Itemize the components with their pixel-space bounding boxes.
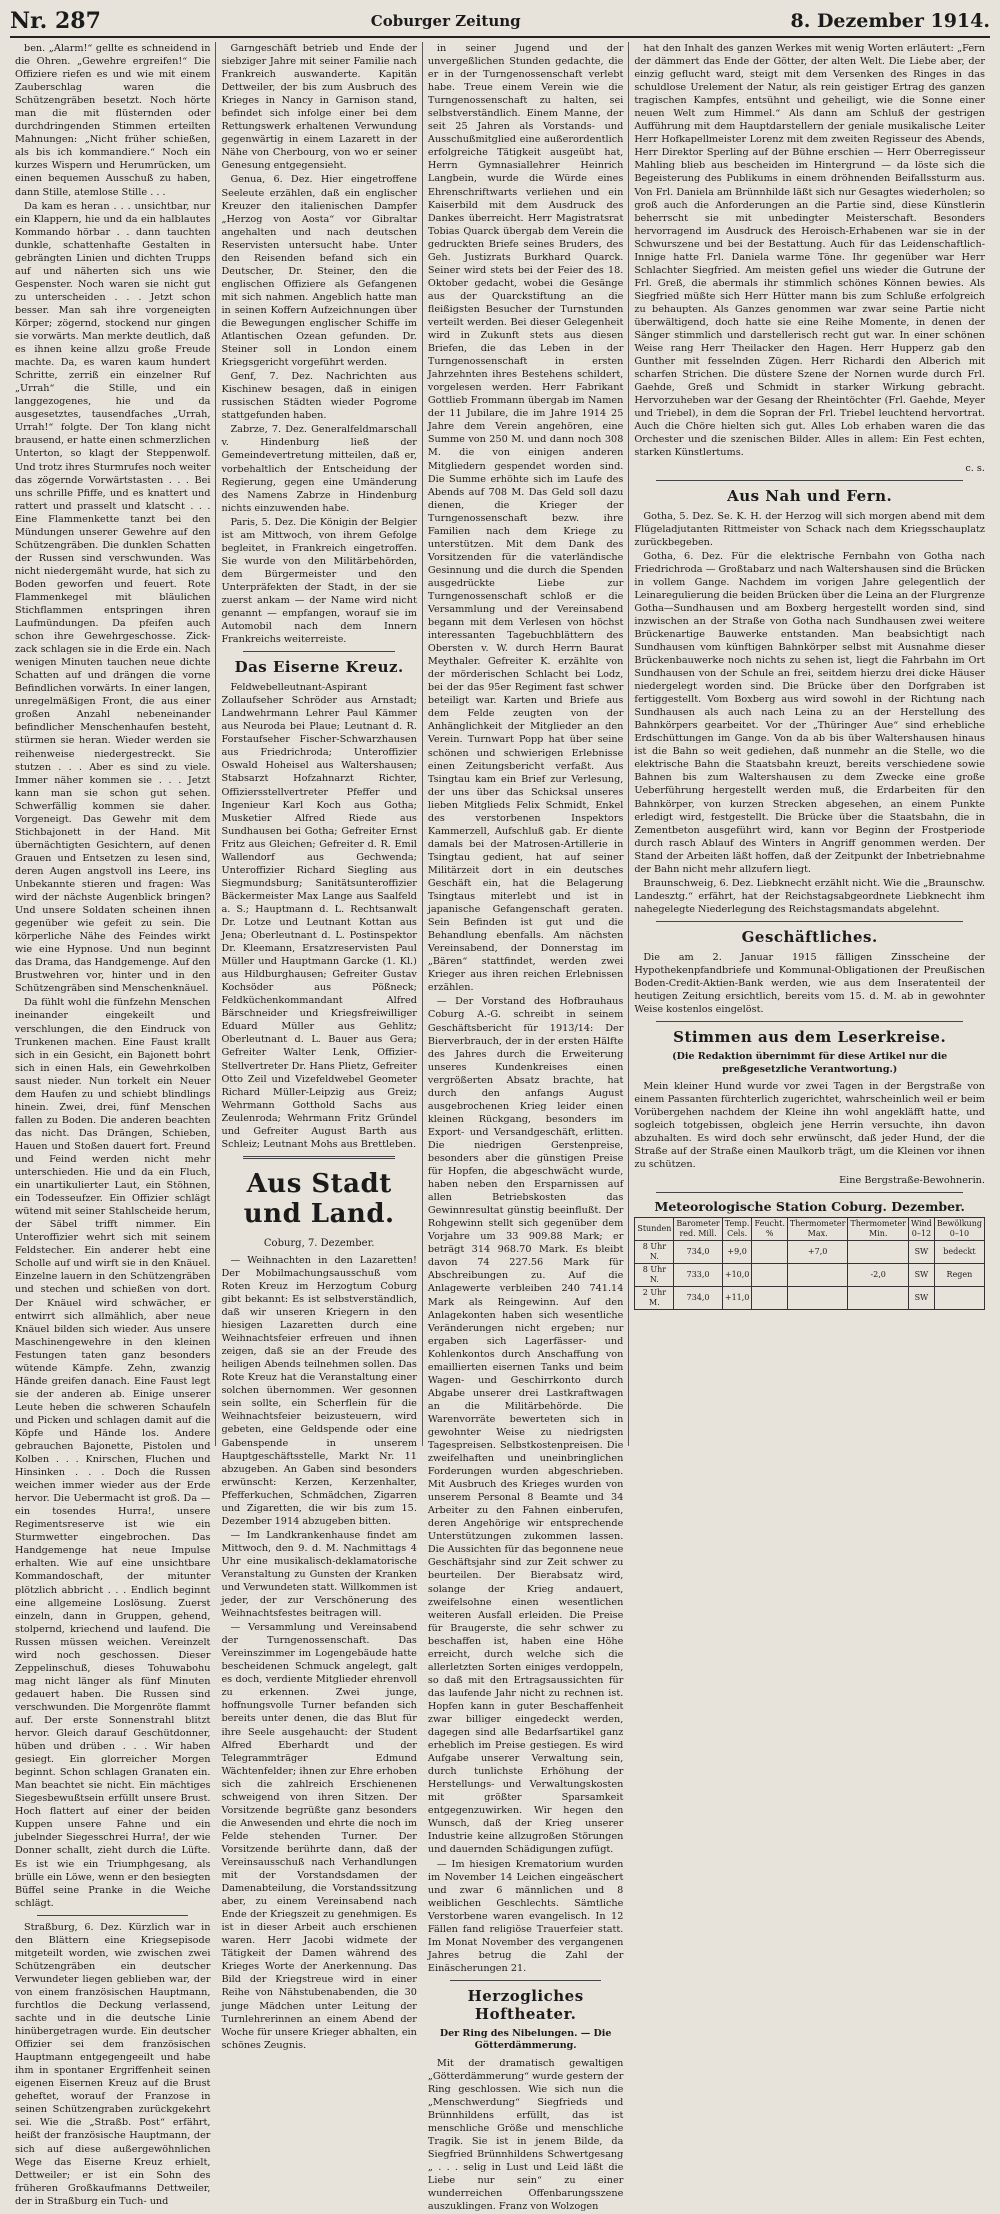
- issue-number: Nr. 287: [10, 8, 101, 34]
- column-1: [10, 42, 216, 2207]
- weather-cell: 734,0: [674, 1286, 722, 1309]
- section-heading-stadt-land: Aus Stadt und Land.: [243, 1168, 395, 1229]
- news-item-genua: Genua, 6. Dez. Hier eingetroffene Seeleute erzählen, daß ein englischer Kreuzer den italienischen Dampfer „Herzog von Aosta“ vor Gibraltar angehalten und nach deutschen Reservisten untersucht habe. Unter den Reisenden befand sich ein Deutscher, Dr. Steiner, den die englischen Offiziere als Gefangenen mit sich nahmen. Angeblich hatte man in seinen Koffern Aufzeichnungen über die Bewegungen englischer Schiffe im Atlantischen Ozean gefunden. Dr. Steiner soll in London einem Kriegsgericht vorgeführt werden.: [221, 174, 417, 369]
- divider: [656, 1021, 963, 1022]
- weather-header: Thermometer Max.: [787, 1217, 848, 1240]
- column-3: [423, 42, 629, 2213]
- weather-cell: 8 Uhr N.: [635, 1263, 674, 1286]
- weather-header: Stunden: [635, 1217, 674, 1240]
- section-heading-geschaeftliches: Geschäftliches.: [741, 927, 878, 946]
- reader-letter: Mein kleiner Hund wurde vor zwei Tagen in der Bergstraße von einem Passanten fürchterlich zugerichtet, wahrscheinlich weil er beim Vorübergehen nachdem der Kleine ihn wohl angekläfft hatte, und sogleich totgebissen, obgleich jene Herrin versuchte, ihn davon abzuhalten. Es wird doch sehr erwünscht, daß jeder Hund, der die Straße auf der Straße einen Maulkorb trägt, um die Kleinen vor ihnen zu schützen.: [634, 1081, 985, 1171]
- divider: [656, 921, 963, 922]
- reader-signature: Eine Bergstraße-Bewohnerin.: [839, 1174, 985, 1186]
- news-item-zabrze: Zabrze, 7. Dez. Generalfeldmarschall v. Hindenburg ließ der Gemeindevertretung mitteilen, daß er, vorbehaltlich der Entscheidung der Regierung, gegen eine Umänderung des Namens Zabrze in Hindenburg nichts einzuwenden habe.: [221, 424, 417, 514]
- weather-cell: 2 Uhr M.: [635, 1286, 674, 1309]
- theater-review: Mit der dramatisch gewaltigen „Götterdämmerung“ wurde gestern der Ring geschlossen. Wie sich nun die „Menschwerdung“ Siegfrieds und Brünnhildens erfüllt, das ist menschliche Größe und menschliche Tragik. Sie ist in jenem Bilde, da Siegfried Brünnhildens Schwertgesang „ . . . selig in Lust und Leid läßt die Liebe nur sein“ zu einer wunderreichen Offenbarungsszene auszuklingen. Franz von Wolzogen: [427, 2057, 624, 2213]
- article-paragraph: Da fühlt wohl die fünfzehn Menschen ineinander eingekeilt und verschlungen, die den Eindruck von Trunkenen machen. Eine Faust krallt sich in ein Gesicht, ein Bajonett bohrt sich in einen Hals, ein Gewehrkolben saust nieder. Nun torkelt ein Neuer dem Haufen zu und schiebt blindlings hinein. Zwei, drei, fünf Menschen fallen zu Boden. Die anderen beachten das nicht. Das Drängen, Schieben, Hauen und Stoßen dauert fort. Freund und Feind werden nicht mehr unterschieden. Hie und da ein Fluch, ein unartikulierter Laut, ein Stöhnen, ein Todesseufzer. Ein Offizier schlägt wütend mit seiner Stahlscheide herum, der Säbel trifft nimmer. Ein Unteroffizier wehrt sich mit seinem Feldstecher. Ein anderer hebt eine Scholle auf und wirft sie in den Knäuel. Einzelne lauern in den Schützengräben und stechen und schießen von dort. Der Knäuel wird schwächer, er entwirrt sich allmählich, aber neue Knäuel bilden sich wieder. Aus unsere Maschinengewehre in den kleinen Festungen taten ganz besonders wütende Kämpfe. Zehn, zwanzig Hände greifen danach. Eine Faust legt sie der anderen ab. Einige unserer Leute heben die schweren Schaufeln und Picken und schlagen damit auf die Köpfe und Hände los. Andere gebrauchen Bajonette, Pistolen und Kolben . . . Knirschen, Fluchen und Hinsinken . . . Doch die Russen weichen immer wieder aus der Erde hervor. Die Uebermacht ist groß. Da — ein tosendes Hurra!, unsere Regimentsreserve ist wie ein Sturmwetter eingebrochen. Das Handgemenge hat neue Impulse erhalten. Wie auf eine unsichtbare Kommandoschaft, der mitunter plötzlich abbricht . . . Endlich beginnt eine allgemeine Loslösung. Zuerst einzeln, dann in Gruppen, gehend, stolpernd, kriechend und laufend. Die Russen müssen weichen. Vereinzelt wird noch geschossen. Dieser Zeppelinschuß, dieses Tohuwabohu mag nicht länger als fünf Minuten gedauert haben. Die Russen sind verschwunden. Die Morgenröte flammt auf. Der erste Sonnenstrahl blitzt hervor. Gleich darauf Geschütdonner, hüben und drüben . . . Wir haben gesiegt. Ein glorreicher Morgen beginnt. Schon schlagen Granaten ein. Man beachtet sie nicht. Ein mächtiges Siegesbewußtsein erfüllt unsere Brust. Hoch flattert auf einer der beiden Kuppen unsere Fahne und ein jubelnder Siegesschrei Hurra!, der wie Donner schallt, zieht durch die Lüfte. Es ist wie ein Triumphgesang, als brülle ein Löwe, wenn er den besiegten Büffel seine Pranke in die Weiche schlägt.: [15, 997, 211, 1909]
- weather-cell: [934, 1286, 984, 1309]
- weather-cell: -2,0: [848, 1263, 909, 1286]
- weather-header: Temp. Cels.: [722, 1217, 752, 1240]
- table-row: [635, 1286, 985, 1309]
- weather-header: Thermometer Min.: [848, 1217, 909, 1240]
- news-item-genf: Genf, 7. Dez. Nachrichten aus Kischinew besagen, daß in einigen russischen Städten wieder Pogrome stattgefunden haben.: [221, 371, 417, 422]
- newspaper-title: Coburger Zeitung: [370, 12, 521, 30]
- divider: [656, 1192, 963, 1193]
- divider: [243, 651, 394, 652]
- weather-cell: [848, 1286, 909, 1309]
- article-paragraph: ben. „Alarm!“ gellte es schneidend in die Ohren. „Gewehre ergreifen!“ Die Offiziere riefen es und wie mit einem Zauberschlag waren die Schützengräben besetzt. Noch hörte man die mit flüsternden oder durchdringenden Stimmen erteilten Mahnungen: „Nicht früher schießen, als bis ich kommandiere.“ Noch ein kurzes Wispern und Herumrücken, um einen bequemen Ausschuß zu haben, dann Stille, atemlose Stille . . .: [15, 43, 211, 198]
- section-heading-eiserne-kreuz: Das Eiserne Kreuz.: [234, 658, 404, 677]
- theater-subheading: Der Ring des Nibelungen. — Die Götterdämmerung.: [439, 2027, 612, 2052]
- table-row: [635, 1240, 985, 1263]
- weather-cell: +11,0: [722, 1286, 752, 1309]
- local-news-item-krematorium: — Im hiesigen Krematorium wurden im November 14 Leichen eingeäschert und zwar 6 männlichen und 8 weiblichen Geschlechts. Sämtliche Verstorbene waren evangelisch. In 12 Fällen fand religiöse Trauerfeier statt. Im Monat November des vergangenen Jahres betrug die Zahl der Einäscherungen 21.: [427, 1858, 624, 1974]
- weather-header: Bewölkung 0–10: [934, 1217, 984, 1240]
- local-news-item: in seiner Jugend und der unvergeßlichen Stunden gedachte, die er in der Turngenossenschaft verlebt habe. Treue einem Verein wie die Turngenossenschaft zu halten, sei selbstverständlich. Einem Manne, der seit 25 Jahren als Vorstands- und Ausschußmitglied eine außerordentlich erfolgreiche Tätigkeit ausgeübt hat, Herrn Gymnasiallehrer Heinrich Langbein, wurde die Würde eines Ehrenschriftwarts verliehen und ein Kaiserbild mit dem Ausdruck des Dankes überreicht. Herr Magistratsrat Tobias Quarck übergab dem Verein die gedruckten Briefe seines Bruders, des Geh. Justizrats Burkhard Quarck. Seiner wird stets bei der Feier des 18. Oktober gedacht, wobei die Gesänge aus der Quarckstiftung an die fleißigsten Besucher der Turnstunden verteilt werden. Bei dieser Gelegenheit wird in Zukunft stets aus diesen Briefen, die das Leben in der Turngenossenschaft in ersten Jahrzehnten ihres Bestehens schildert, vorgelesen werden. Herr Fabrikant Gottlieb Frommann übergab im Namen der 11 Jubilare, die im Jahre 1914 25 Jahre dem Verein angehören, eine Summe von 250 M. und dann noch 308 M. die von einigen anderen Mitgliedern gespendet worden sind. Die Summe erhöhte sich im Laufe des Abends auf 708 M. Das Geld soll dazu dienen, die Krieger der Turngenossenschaft bezw. ihre Familien nach dem Kriege zu unterstützen. Mit dem Dank des Vorsitzenden für die vaterländische Gesinnung und die durch die Spenden ausgedrückte Liebe zur Turngenossenschaft schloß er die Versammlung und der Vereinsabend begann mit dem Verlesen von höchst interessanten Tagebuchblättern des Obersten v. W. durch Herrn Baurat Meythaler. Gefreiter K. erzählte von der mörderischen Schlacht bei Lodz, bei der das 95er Regiment fast schwer beteiligt war. Karten und Briefe aus dem Felde zeugten von der Anhänglichkeit der Mitglieder an den Verein. Turnwart Popp hat über seine schönen und schwierigen Erlebnisse einen Zeitungsbericht verfaßt. Aus Tsingtau kam ein Brief zur Verlesung, der uns über das Schicksal unseres lieben Mitglieds Felix Schmidt, Enkel des verstorbenen Inspektors Kammerzell, Aufschluß gab. Er diente damals bei der Matrosen-Artillerie in Tsingtau gedient, hat auf seiner Militärzeit dort in ein deutsches Geschäft ein, hat die Belagerung Tsingtaus miterlebt und ist in japanische Gefangenschaft geraten. Sein Befinden ist gut und die Behandlung ebenfalls. Am nächsten Vereinsabend, der Donnerstag im „Bären“ stattfindet, werden zwei Krieger aus ihren reichen Erlebnissen erzählen.: [427, 43, 624, 994]
- divider: [243, 1156, 394, 1159]
- weather-cell: SW: [908, 1286, 934, 1309]
- weather-cell: +9,0: [722, 1240, 752, 1263]
- weather-cell: [787, 1286, 848, 1309]
- divider: [450, 1980, 601, 1981]
- weather-cell: [848, 1240, 909, 1263]
- weather-cell: 733,0: [674, 1263, 722, 1286]
- weather-cell: bedeckt: [934, 1240, 984, 1263]
- business-notice: Die am 2. Januar 1915 fälligen Zinsscheine der Hypothekenpfandbriefe und Kommunal-Obligationen der Preußischen Boden-Credit-Aktien-Bank werden, wie aus dem Inseratenteil der heutigen Zeitung ersichtlich, bereits vom 15. d. M. ab in gewohnter Weise kostenlos eingelöst.: [634, 951, 985, 1016]
- news-item-braunschweig: Braunschweig, 6. Dez. Liebknecht erzählt nicht. Wie die „Braunschw. Landesztg.“ erfährt, hat der Reichstagsabgeordnete Liebknecht ihm nahegelegte Niederlegung des Reichstagsmandats abgelehnt.: [634, 877, 985, 915]
- section-heading-nah-fern: Aus Nah und Fern.: [727, 486, 893, 505]
- news-item-paris: Paris, 5. Dez. Die Königin der Belgier ist am Mittwoch, von ihrem Gefolge begleitet, in Frankreich eingetroffen. Sie wurde von den Militärbehörden, dem Bürgermeister und den Unterpräfekten der Stadt, in der sie zuerst ankam — der Name wird nicht genannt — empfangen, worauf sie im Automobil nach dem Innern Frankreichs weiterreiste.: [221, 516, 417, 646]
- divider: [37, 1915, 188, 1916]
- masthead: [10, 6, 990, 38]
- local-news-item: — Im Landkrankenhause findet am Mittwoch, den 9. d. M. Nachmittags 4 Uhr eine musikalisch-deklamatorische Veranstaltung zu Gunsten der Kranken und Verwundeten statt. Willkommen ist jeder, der zur Verschönerung des Weihnachtsfestes beitragen will.: [221, 1529, 417, 1620]
- issue-date: 8. Dezember 1914.: [790, 10, 990, 32]
- weather-table: [634, 1217, 985, 1310]
- weather-cell: [752, 1263, 787, 1286]
- column-4: [629, 42, 990, 1446]
- weather-header: Feucht. %: [752, 1217, 787, 1240]
- weather-cell: +10,0: [722, 1263, 752, 1286]
- column-2: [216, 42, 422, 2051]
- table-row: [635, 1263, 985, 1286]
- news-item: Garngeschäft betrieb und Ende der siebziger Jahre mit seiner Familie nach Frankreich auswanderte. Kapitän Dettweiler, der bis zum Ausbruch des Krieges in Nancy in Garnison stand, befindet sich infolge einer bei dem Rettungswerk erhaltenen Verwundung gegenwärtig in einem Lazarett in der Nähe von Cherbourg, von wo er seiner Genesung entgegensieht.: [221, 43, 417, 172]
- news-item-strassburg: Straßburg, 6. Dez. Kürzlich war in den Blättern eine Kriegsepisode mitgeteilt worden, wie zwischen zwei Schützengräben ein deutscher Verwundeter liegen geblieben war, der von einem französischen Hauptmann, furchtlos die Deckung verlassend, sachte und in die deutsche Linie hinübergetragen wurde. Ein deutscher Offizier sei dem französischen Hauptmann entgegengeeilt und habe ihm in spontaner Ergriffenheit seinen eigenen Eisernen Kreuz auf die Brust geheftet, worauf der Franzose in seinen Schützengraben zurückgekehrt sei. Wie die „Straßb. Post“ erfährt, heißt der französische Hauptmann, der sich auf diese außergewöhnlichen Wege das Eiserne Kreuz erhielt, Dettweiler; er ist ein Sohn des früheren Großkaufmanns Dettweiler, der in Straßburg ein Tuch- und: [15, 1921, 211, 2207]
- editorial-disclaimer: (Die Redaktion übernimmt für diese Artikel nur die preßgesetzliche Verantwortung.): [672, 1051, 948, 1075]
- weather-header-row: [635, 1217, 985, 1240]
- weather-cell: 8 Uhr N.: [635, 1240, 674, 1263]
- weather-cell: SW: [908, 1240, 934, 1263]
- section-heading-leserkreise: Stimmen aus dem Leserkreise.: [673, 1028, 947, 1047]
- eiserne-kreuz-list: Feldwebelleutnant-Aspirant Zollaufseher Schröder aus Arnstadt; Landwehrmann Lehrer Paul Kämmer aus Neuroda bei Plaue; Leutnant d. R. Forstaufseher Fischer-Schwarzhausen aus Friedrichroda; Unteroffizier Oswald Hoheisel aus Waltershausen; Stabsarzt Hofzahnarzt Richter, Offiziersstellvertreter Pfeffer und Ingenieur Karl Koch aus Gotha; Musketier Alfred Riede aus Sundhausen bei Gotha; Gefreiter Ernst Fritz aus Gleichen; Gefreiter d. R. Emil Wallendorf aus Gechwenda; Unteroffizier Richard Siegling aus Siegmundsburg; Sanitätsunteroffizier Bäckermeister Max Lange aus Saalfeld a. S.; Hauptmann d. L. Rechtsanwalt Dr. Lotze und Leutnant Kottan aus Jena; Oberleutnant d. L. Postinspektor Dr. Kleemann, Ersatzreservisten Paul Müller und Hauptmann Garcke (1. Kl.) aus Hildburghausen; Gefreiter Gustav Kochsöder aus Pößneck; Feldküchenkommandant Alfred Bärschneider und Kriegsfreiwilliger Eduard Müller aus Gehlitz; Oberleutnant d. L. Bauer aus Gera; Gefreiter Walter Lenk, Offizier-Stellvertreter Dr. Hans Plietz, Gefreiter Otto Zeil und Vizefeldwebel Geometer Richard Müller-Leipzig aus Greiz; Wehrmann Gotthold Sachs aus Zeulenroda; Wehrmann Fritz Gründel und Gefreiter August Barth aus Schleiz; Leutnant Mohs aus Brettleben.: [221, 682, 417, 1150]
- weather-cell: [752, 1286, 787, 1309]
- local-news-item-hofbrauhaus: — Der Vorstand des Hofbrauhaus Coburg A.-G. schreibt in seinem Geschäftsbericht für 1913/14: Der Bierverbrauch, der in der ersten Hälfte des Jahres durch die Erweiterung unseres Kundenkreises einen vergrößerten Absatz brachte, hat durch den anfangs August ausgebrochenen Krieg leider einen kleinen Rückgang, besonders im Export- und Versandgeschäft, erlitten. Die niedrigen Gerstenpreise, besonders aber die günstigen Preise für Hopfen, die abgeschwächt wurde, haben neben den Ersparnissen auf allen Betriebskosten das Gewinnresultat günstig beeinflußt. Der Rohgewinn stellt sich gegenüber dem Vorjahre um 33 909.88 Mark; er beträgt 314 968.70 Mark. Es bleibt davon 74 227.56 Mark für Abschreibungen zu. Auf die Anlagewerte verbleiben 240 741.14 Mark als Reingewinn. Auf den Anlagekonten haben sich wesentliche Veränderungen nicht ergeben; nur ergaben sich Lagerfässer- und Kohlenkontos durch Anschaffung von emaillierten eisernen Tanks und beim Wagen- und Geschirrkonto durch Abgabe unserer drei Lastkraftwagen an die Militärbehörde. Die Warenvorräte bewerteten sich in gewohnter Weise zu niedrigsten Tagespreisen. Selbstkostenpreisen. Die zweifelhaften und uneinbringlichen Forderungen wurden abgeschrieben. Mit Ausbruch des Krieges wurden von unserem Personal 8 Beamte und 34 Arbeiter zu den Fahnen einberufen, deren Angehörige wir entsprechende Unterstützungen zukommen lassen. Die Aussichten für das begonnene neue Geschäftsjahr sind zur Zeit schwer zu beurteilen. Der Bierabsatz wird, solange der Krieg andauert, zweifelsohne einen wesentlichen weiteren Ausfall erleiden. Die Preise für Braugerste, die sehr schwer zu beschaffen ist, haben eine Höhe erreicht, durch welche sich die allerletzten Sorten einiges verdoppeln, so daß mit den Ertragsaussichten für das laufende Jahr nicht zu rechnen ist. Hopfen kann in guter Beschaffenheit zwar billiger eingedeckt werden, dagegen sind alle Bedarfsartikel ganz erheblich im Preise gestiegen. Es wird Aufgabe unserer Verwaltung sein, durch tunlichste Erhöhung der Herstellungs- und Verwaltungskosten mit größter Sparsamkeit entgegenzuwirken. Wir hegen den Wunsch, daß der Krieg unserer Industrie keine allzugroßen Störungen und dauernden Schädigungen zufügt.: [427, 996, 624, 1856]
- weather-cell: [787, 1263, 848, 1286]
- weather-header: Wind 0–12: [908, 1217, 934, 1240]
- weather-cell: +7,0: [787, 1240, 848, 1263]
- news-item-gotha-bahn: Gotha, 6. Dez. Für die elektrische Fernbahn von Gotha nach Friedrichroda — Großtabarz und nach Waltershausen sind die Brücken in vollem Gange. Nachdem im vorigen Jahre gelegentlich der Leinaregulierung die beiden Brücken über die Leina an der Flurgrenze Gotha—Sundhausen und am Boxberg hergestellt worden sind, sind inzwischen an der Straße von Gotha nach Sundhausen zwei weitere Brückenartige Bauwerke entstanden. Man beabsichtigt nach Sundhausen vom künftigen Bahnkörper selbst mit Ausnahme dieser Brückenbauwerke noch nichts zu sehen ist, liegt die Fahrbahn im Ort Sundhausen von der Schule an frei, seitdem hierzu drei dicke Häuser niedergelegt worden sind. Die Brücke über den Dorfgraben ist fertiggestellt. Vom Boxberg aus wird sowohl in der Richtung nach Sundhausen als auch nach Leina zu an der Herstellung des Bahnkörpers gearbeitet. Vor der „Thüringer Aue“ sind erhebliche Erdschüttungen im Gange. Von da ab bis über Waltershausen hinaus ist die Bahn so weit gediehen, daß nunmehr an die Stelle, wo die elektrische Bahn die Staatsbahn kreuzt, bereits verschiedene sowie Bahnen bis zum Waltershausen zu dem Zwecke eine große Ueberführung hergestellt werden muß, die Erdarbeiten für den Bahnkörper, von kurzen Strecken abgesehen, an einem Punkte erledigt wird, festgestellt. Die Brücke über die Staatsbahn, die in Zementbeton ausgeführt wird, kann vor Beginn der Frostperiode durch rasch Ablauf des Winters in Angriff genommen werden. Der Stand der Arbeiten läßt hoffen, daß der Zeitpunkt der Inbetriebnahme der Bahn nicht mehr allzufern liegt.: [634, 550, 985, 875]
- theater-signature: c. s.: [965, 462, 985, 474]
- local-news-item: — Weihnachten in den Lazaretten! Der Mobilmachungsausschuß vom Roten Kreuz im Herzogtum Coburg gibt bekannt: Es ist selbstverständlich, daß wir unseren Kriegern in den hiesigen Lazaretten durch eine Weihnachtsfeier erfreuen und ihnen zeigen, daß sie an der Freude des heiligen Abends teilnehmen sollen. Das Rote Kreuz hat die Veranstaltung einer solchen übernommen. Wer gesonnen sein sollte, ein Scherflein für die Weihnachtsfeier beizusteuern, wird gebeten, eine Geldspende oder eine Gabenspende in unserem Hauptgeschäftsstelle, Markt Nr. 11 abzugeben. An Gaben sind besonders erwünscht: Kerzen, Kerzenhalter, Pfefferkuchen, Schmädchen, Zigarren und Zigaretten, die wir bis zum 15. Dezember 1914 abzugeben bitten.: [221, 1254, 417, 1527]
- weather-header: Barometer red. Mill.: [674, 1217, 722, 1240]
- theater-review-continued: hat den Inhalt des ganzen Werkes mit wenig Worten erläutert: „Fern der dämmert das Ende der Götter, der alten Welt. Die Liebe aber, der einzig geflucht ward, steigt mit dem Versenken des Ringes in das schuldlose Urelement der Natur, als rein geistiger Ertrag des ganzen tragischen Kampfes, entsühnt und geheiligt, wie die Sonne einer neuen Welt zum Himmel.“ Als dann am Schluß der gestrigen Aufführung mit dem Hauptdarstellern der geniale musikalische Leiter Herr Hofkapellmeister Lorenz mit dem zweiten Regisseur des Abends, Herr Direktor Sperling auf der Bühne erschien — Herr Oberregisseur Mahling blieb aus bescheiden im Hintergrund — da löste sich die Begeisterung des Publikums in einem dröhnenden Beifallssturm aus. Von Frl. Daniela am Brünnhilde läßt sich nur Gesagtes wiederholen; so groß auch die Anforderungen an die Partie sind, diese Künstlerin beherrscht sie mit unbedingter Meisterschaft. Besonders hervorragend im Ausdruck des Heroisch-Erhabenen war sie in der Schwurszene und bei der Bestattung. Auch für das Leidenschaftlich-Innige hatte Frl. Daniela warme Töne. Ihr gegenüber war Herr Schlachter Siegfried. Am meisten gefiel uns wieder die Gutrune der Frl. Greß, die abermals ihr stimmlich schönes Können bewies. Als Siegfried müßte sich Herr Hütter mann bis zum Schluße erfolgreich zu behaupten. Als Ganzes genommen war zwar seine Partie nicht überwältigend, doch hatte sie eine Reihe Momente, in denen der Sänger stimmlich und darstellerisch recht gut war. In einer schönen Weise rang Herr Theilacker den Hagen. Herr Hupperz gab den Gunther mit fesselnden Zügen. Herr Richardi den Alberich mit scharfen Strichen. Die düstere Szene der Nornen wurde durch Frl. Gaehde, Greß und Schmidt in starker Wirkung gebracht. Hervorzuheben war der Gesang der Rheintöchter (Frl. Gaehde, Meyer und Triebel), in dem die Sopran der Frl. Triebel leuchtend hervortrat. Auch die Chöre hielten sich gut. Alles Lob erhaben waren die das Orchester und die szenischen Bilder. Alles in allem: Ein Fest echten, starken Künstlertums.: [634, 43, 985, 459]
- article-paragraph: Da kam es heran . . . unsichtbar, nur ein Klappern, hie und da ein halblautes Kommando hörbar . . dann tauchten dunkle, schattenhafte Gestalten in gebrängten Linien und dichten Trupps auf und näherten sich uns wie Gespenster. Noch waren sie nicht gut zu unterscheiden . . . Jetzt schon besser. Man sah ihre vorgeneigten Körper; zögernd, stockend nur gingen sie vorwärts. Man merkte deutlich, daß es ihnen keine allzu große Freude machte. Da, es waren kaum hundert Schritte, zerriß ein einzelner Ruf „Urrah“ die Stille, und ein langgezogenes, hie und da ausgesetztes, tausendfaches „Urrah, Urrah!“ folgte. Der Ton klang nicht brausend, er hatte einen schmerzlichen Unterton, so klagt der Steppenwolf. Und trotz ihres Sturmrufes noch weiter das zögernde Vorwärtstasten . . . Bei uns schrille Pfiffe, und es knattert und rattert und prasselt und klatscht . . . Eine Flammenkette tanzt bei den Mündungen unserer Gewehre auf den Schützengräben. Die dunklen Schatten der Russen sind verschwunden. Was nicht niedergemäht wurde, hat sich zu Boden geworfen und feuert. Rote Flammenkegel mit bläulichen Stichflammen entspringen ihren Laufmündungen. Da pfeifen auch schon ihre Gewehrgeschosse. Zick-zack schlagen sie in die Erde ein. Nach wenigen Minuten tauchen neue dichte Schatten auf und drängen die vorne Befindlichen vorwärts. In einer langen, unregelmäßigen Front, die aus einer großen Anzahl nebeneinander befindlicher Menschenhaufen besteht, stürmen sie heran. Wieder werden sie reihenweise niedergestreckt. Sie stutzen . . . Aber es sind zu viele. Immer näher kommen sie . . . Jetzt kann man sie schon gut sehen. Schwerfällig kommen sie daher. Vorgeneigt. Das Gewehr mit dem Stichbajonett in der Hand. Mit übernächtigten Gesichtern, auf denen Grauen und Entsetzen zu lesen sind, deren Augen angstvoll ins Leere, ins Unbekannte stieren und fragen: Was wird der nächste Augenblick bringen? Und unsere Soldaten scheinen ihnen gegenüber wie gefeit zu sein. Die körperliche Nähe des Feindes wirkt wie eine Hypnose. Und nun beginnt das Drama, das Handgemenge. Auf den Brustwehren vor, hinter und in den Schützengräben sind Menschenknäuel.: [15, 200, 211, 995]
- weather-station-title: Meteorologische Station Coburg. Dezember.: [654, 1198, 965, 1214]
- weather-cell: Regen: [934, 1263, 984, 1286]
- news-item-gotha-herzog: Gotha, 5. Dez. Se. K. H. der Herzog will sich morgen abend mit dem Flügeladjutanten Rittmeister von Schack nach dem Kriegsschauplatz zurückbegeben.: [634, 510, 985, 548]
- section-heading-hoftheater: Herzogliches Hoftheater.: [467, 1986, 584, 2023]
- dateline: Coburg, 7. Dezember.: [263, 1237, 375, 1249]
- divider: [656, 480, 963, 481]
- weather-cell: [752, 1240, 787, 1263]
- local-news-item: — Versammlung und Vereinsabend der Turngenossenschaft. Das Vereinszimmer im Logengebäude hatte bescheidenen Schmuck angelegt, galt es doch, verdiente Mitglieder ehrenvoll zu erkennen. Zwei junge, hoffnungsvolle Turner befanden sich bereits unter denen, die das Blut für ihre Seele ausgehaucht: der Student Alfred Eberhardt und der Telegrammträger Edmund Wächtenfelder; ihnen zur Ehre erhoben sich die zahlreich Erschienenen schweigend von ihren Sitzen. Der Vorsitzende begrüßte ganz besonders die Anwesenden und ehrte die noch im Felde stehenden Turner. Der Vorsitzende berührte dann, daß der Vereinsausschuß nach Verhandlungen mit der Vorstandsdamen der Damenabteilung, die Vorstandssitzung aber, zu einem Vereinsabend nach Ende der Kriegszeit zu genehmigen. Es ist in dieser Arbeit auch erschienen waren. Herr Jacobi widmete der Tätigkeit der Damen während des Krieges Worte der Anerkennung. Das Bild der Kriegstreue wird in einer Reihe von Nähstubenabenden, die 30 junge Mädchen unter Leitung der Turnlehrerinnen an einem Abend der Woche für unsere Krieger abhalten, ein schönes Zeugnis.: [221, 1622, 417, 2051]
- weather-cell: SW: [908, 1263, 934, 1286]
- weather-cell: 734,0: [674, 1240, 722, 1263]
